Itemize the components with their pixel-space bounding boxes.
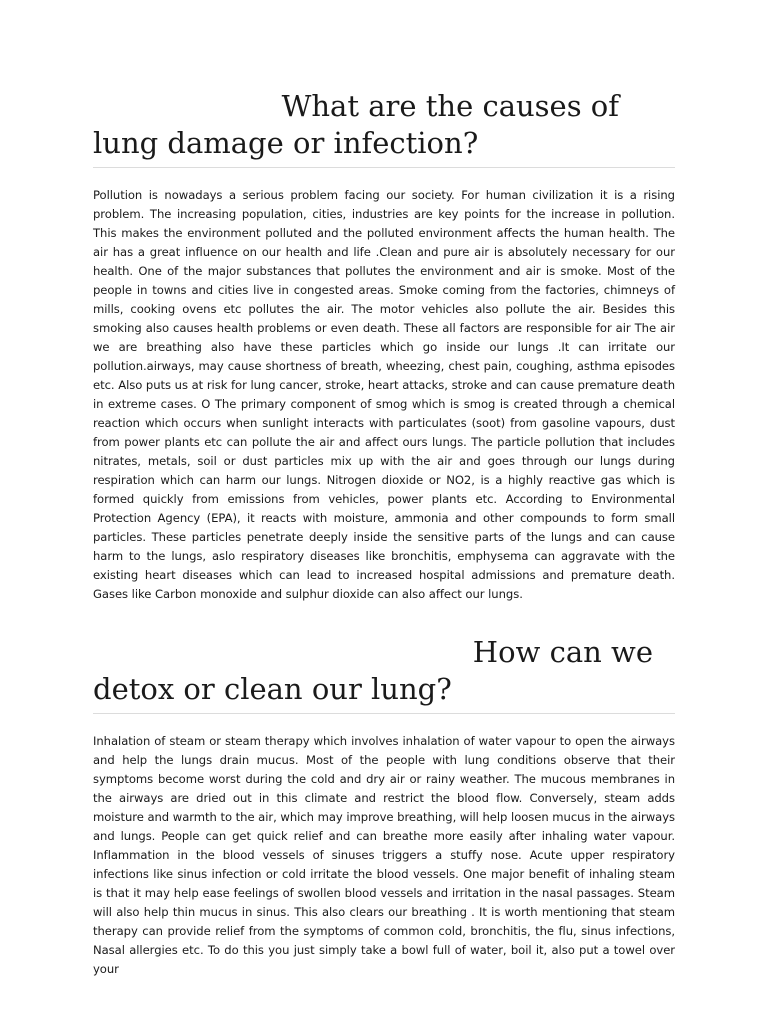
heading-divider [93, 167, 675, 168]
section-detox [93, 634, 675, 979]
heading-line: detox or clean our lung? [93, 672, 452, 706]
section-heading [93, 634, 675, 708]
heading-line: lung damage or infection? [93, 126, 479, 160]
section-causes [93, 88, 675, 604]
heading-line: What are the causes of [281, 89, 619, 123]
body-paragraph: Pollution is nowadays a serious problem facing our society. For human civilization it is a rising problem. The increasing population, cities, industries are key points for the increase in pollution. This makes the environment polluted and the polluted environment affects the human health. The air has a great influence on our health and life .Clean and pure air is absolutely necessary for our health. One of the major substances that pollutes the environment and air is smoke. Most of the people in towns and cities live in congested areas. Smoke coming from the factories, chimneys of mills, cooking ovens etc pollutes the air. The motor vehicles also pollute the air. Besides this smoking also causes health problems or even death. These all factors are responsible for air The air we are breathing also have these particles which go inside our lungs .It can irritate our pollution.airways, may cause shortness of breath, wheezing, chest pain, coughing, asthma episodes etc. Also puts us at risk for lung cancer, stroke, heart attacks, stroke and can cause premature death in extreme cases. O The primary component of smog which is smog is created through a chemical reaction which occurs when sunlight interacts with particulates (soot) from gasoline vapours, dust from power plants etc can pollute the air and affect ours lungs. The particle pollution that includes nitrates, metals, soil or dust particles mix up with the air and goes through our lungs during respiration which can harm our lungs. Nitrogen dioxide or NO2, is a highly reactive gas which is formed quickly from emissions from vehicles, power plants etc. According to Environmental Protection Agency (EPA), it reacts with moisture, ammonia and other compounds to form small particles. These particles penetrate deeply inside the sensitive parts of the lungs and can cause harm to the lungs, aslo respiratory diseases like bronchitis, emphysema can aggravate with the existing heart diseases which can lead to increased hospital admissions and premature death. Gases like Carbon monoxide and sulphur dioxide can also affect our lungs. [93, 188, 675, 601]
document-page [93, 88, 675, 979]
section-heading [93, 88, 675, 162]
heading-divider [93, 713, 675, 714]
heading-line: How can we [472, 635, 653, 669]
body-paragraph: Inhalation of steam or steam therapy which involves inhalation of water vapour to open the airways and help the lungs drain mucus. Most of the people with lung conditions observe that their symptoms become worst during the cold and dry air or rainy weather. The mucous membranes in the airways are dried out in this climate and restrict the blood flow. Conversely, steam adds moisture and warmth to the air, which may improve breathing, will help loosen mucus in the airways and lungs. People can get quick relief and can breathe more easily after inhaling water vapour. Inflammation in the blood vessels of sinuses triggers a stuffy nose. Acute upper respiratory infections like sinus infection or cold irritate the blood vessels. One major benefit of inhaling steam is that it may help ease feelings of swollen blood vessels and irritation in the nasal passages. Steam will also help thin mucus in sinus. This also clears our breathing . It is worth mentioning that steam therapy can provide relief from the symptoms of common cold, bronchitis, the flu, sinus infections, Nasal allergies etc. To do this you just simply take a bowl full of water, boil it, also put a towel over your [93, 734, 675, 976]
